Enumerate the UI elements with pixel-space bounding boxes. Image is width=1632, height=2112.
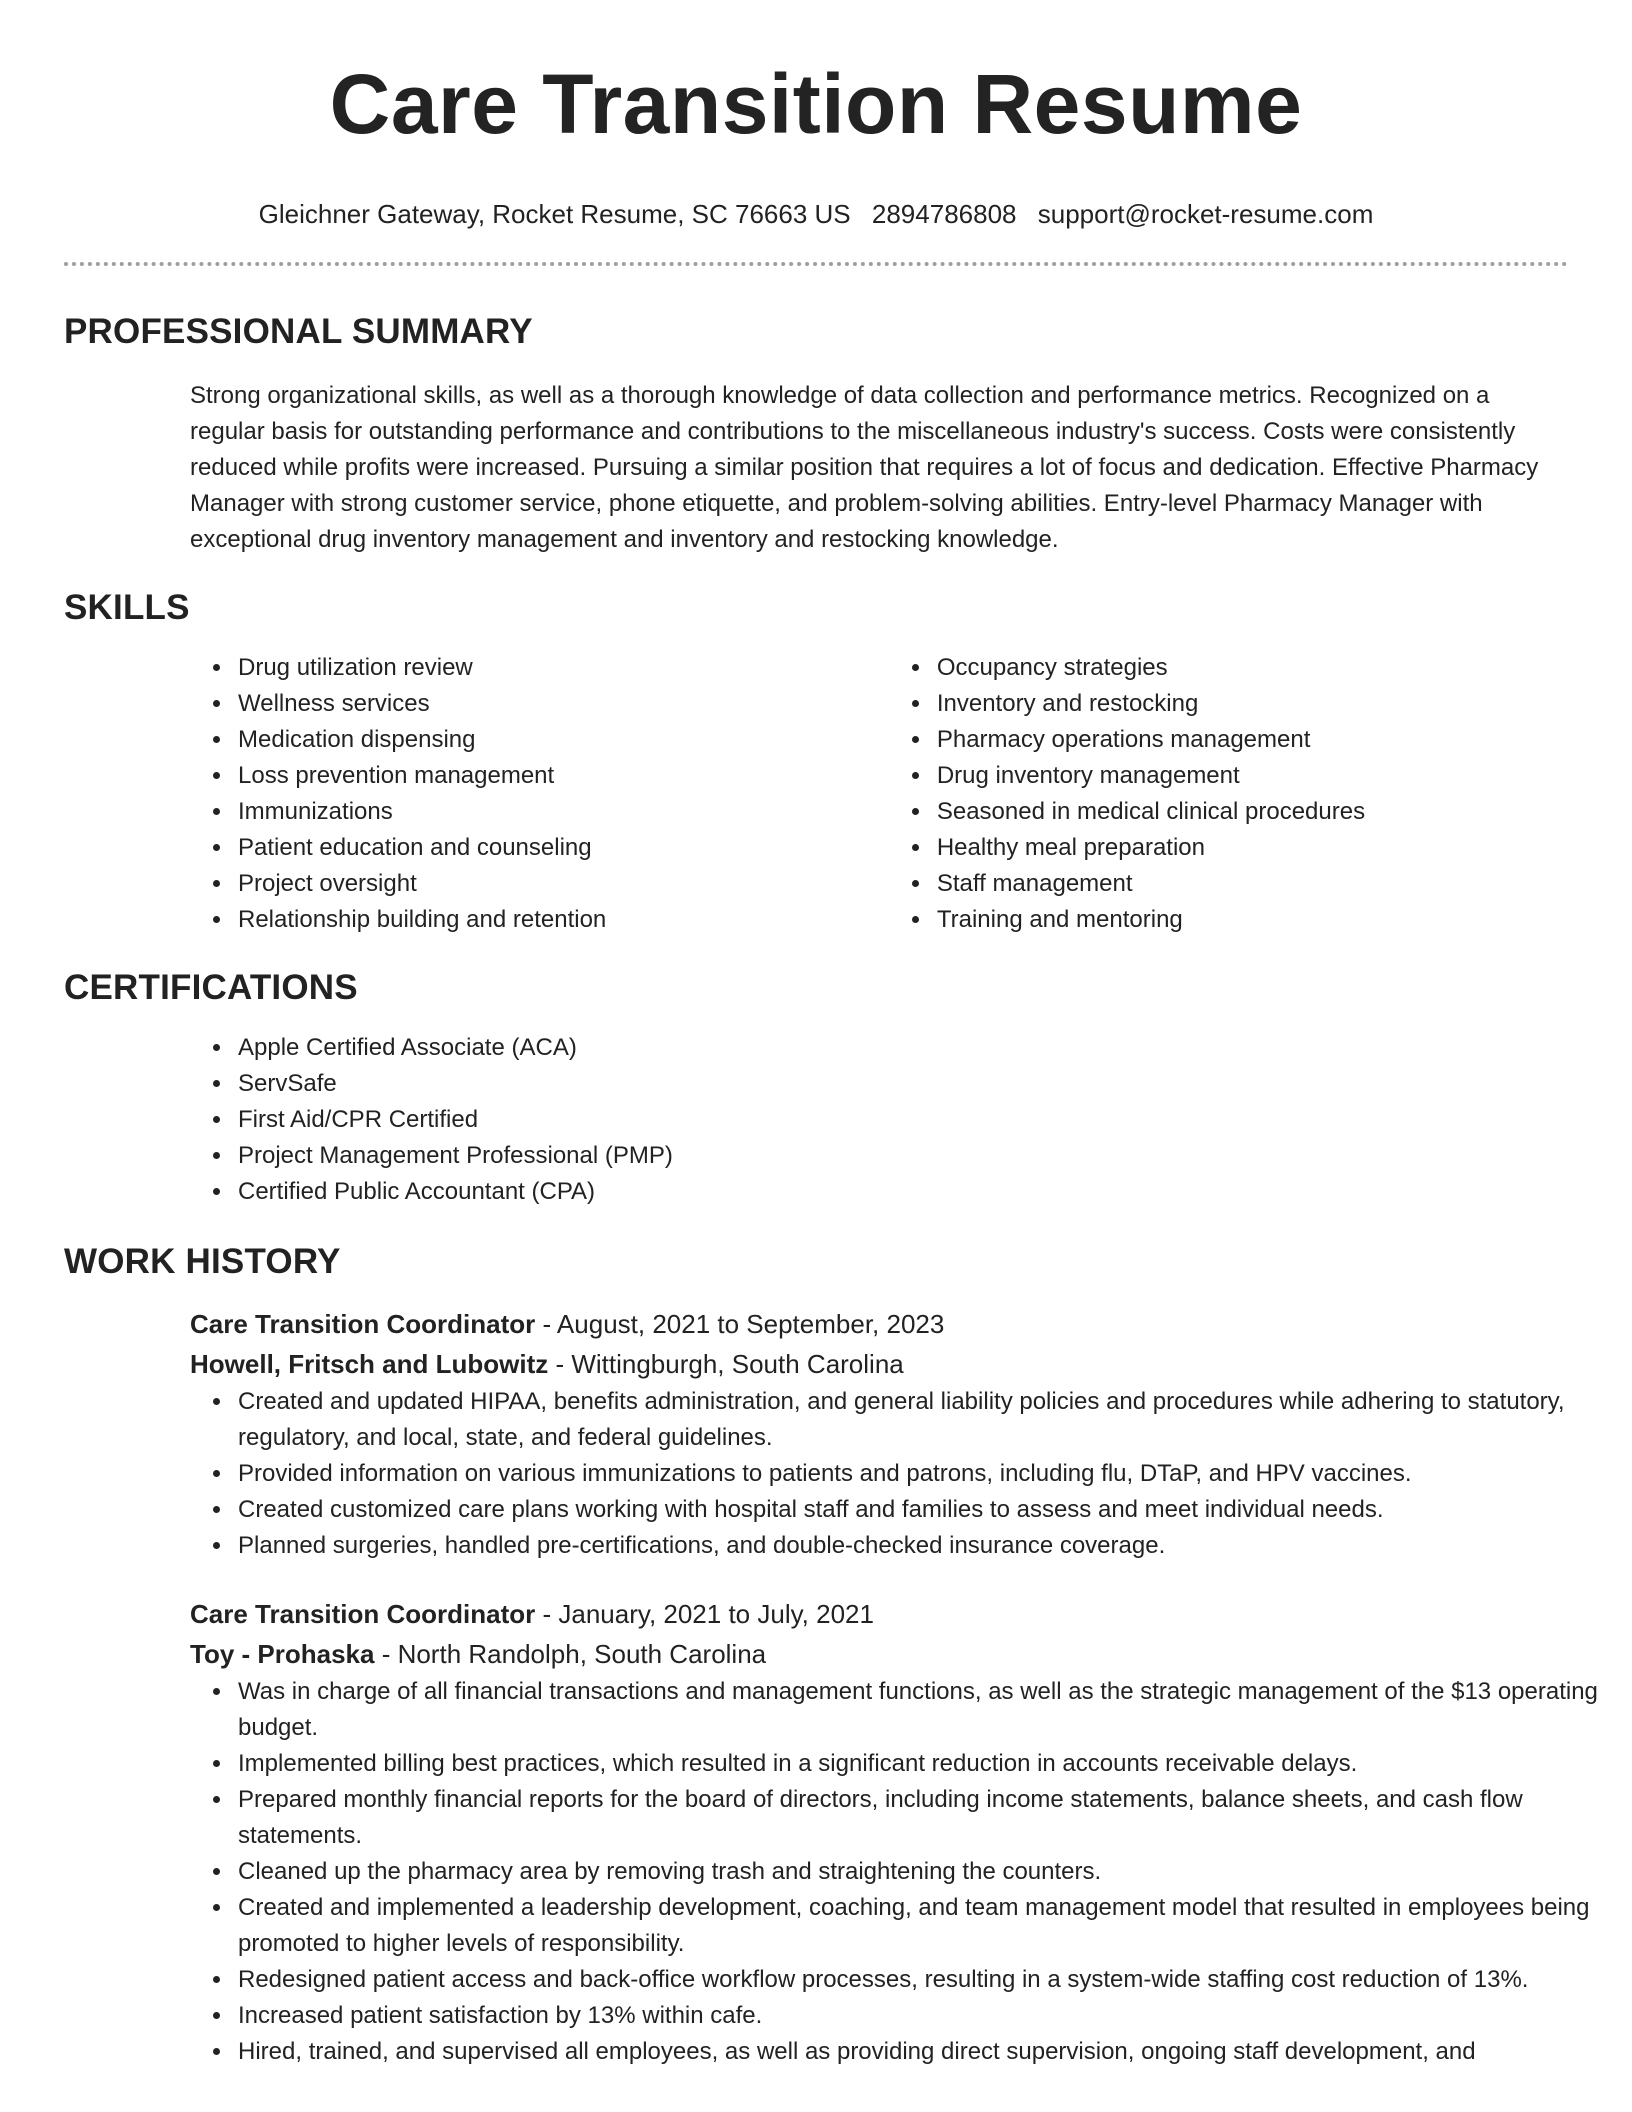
job-company-line — [190, 1344, 1568, 1384]
certifications-heading: CERTIFICATIONS — [64, 968, 358, 1007]
list-item: • Cleaned up the pharmacy area by removing trash and straightening the counters. — [234, 1854, 1624, 1890]
list-item: • Patient education and counseling — [234, 830, 909, 866]
skills-section — [0, 586, 1632, 938]
summary-section — [0, 310, 1632, 558]
skills-list-right — [909, 650, 1568, 938]
list-item: • Prepared monthly financial reports for the board of directors, including income statements, balance sheets, and cash flow statements. — [234, 1782, 1624, 1854]
list-item: • Increased patient satisfaction by 13% within cafe. — [234, 1998, 1624, 2034]
summary-text: Strong organizational skills, as well as a thorough knowledge of data collection and performance metrics. Recognized on a regular basis for outstanding performance and contributions to the miscellaneous industry's success. Costs were consistently reduced while profits were increased. Pursuing a similar position that requires a lot of focus and dedication. Effective Pharmacy Manager with strong customer service, phone etiquette, and problem-solving abilities. Entry-level Pharmacy Manager with exceptional drug inventory management and inventory and restocking knowledge. — [190, 382, 1539, 553]
list-item: • Staff management — [933, 866, 1568, 902]
list-item: • Immunizations — [234, 794, 909, 830]
work-history-section — [0, 1240, 1632, 2070]
list-item: • Was in charge of all financial transactions and management functions, as well as the strategic management of the $13 operating budget. — [234, 1674, 1624, 1746]
work-history-heading: WORK HISTORY — [64, 1242, 341, 1281]
job-title-line — [190, 1304, 1568, 1344]
job-company: Toy - Prohaska — [190, 1639, 375, 1669]
skills-list-left — [64, 650, 909, 938]
list-item: • Apple Certified Associate (ACA) — [234, 1030, 1568, 1066]
job-entry — [64, 1304, 1568, 1564]
certifications-list — [64, 1030, 1568, 1210]
list-item: • Hired, trained, and supervised all employees, as well as providing direct supervision, ongoing staff development, and — [234, 2034, 1624, 2070]
job-location: - North Randolph, South Carolina — [374, 1639, 767, 1669]
contact-address: Gleichner Gateway, Rocket Resume, SC 76663 US — [258, 199, 851, 229]
list-item: • Provided information on various immunizations to patients and patrons, including flu, DTaP, and HPV vaccines. — [234, 1456, 1624, 1492]
list-item: • Healthy meal preparation — [933, 830, 1568, 866]
list-item: • Drug inventory management — [933, 758, 1568, 794]
list-item: • First Aid/CPR Certified — [234, 1102, 1568, 1138]
list-item: • Redesigned patient access and back-office workflow processes, resulting in a system-wide staffing cost reduction of 13%. — [234, 1962, 1624, 1998]
list-item: • Pharmacy operations management — [933, 722, 1568, 758]
list-item: • Created customized care plans working with hospital staff and families to assess and meet individual needs. — [234, 1492, 1624, 1528]
summary-heading: PROFESSIONAL SUMMARY — [64, 312, 533, 351]
certifications-section — [0, 966, 1632, 1210]
list-item: • Certified Public Accountant (CPA) — [234, 1174, 1568, 1210]
list-item: • Planned surgeries, handled pre-certifications, and double-checked insurance coverage. — [234, 1528, 1624, 1564]
contact-email: support@rocket-resume.com — [1037, 199, 1374, 229]
job-title-line — [190, 1594, 1568, 1634]
list-item: • Drug utilization review — [234, 650, 909, 686]
contact-line — [0, 198, 1632, 230]
header-divider — [64, 262, 1568, 266]
list-item: • ServSafe — [234, 1066, 1568, 1102]
list-item: • Created and implemented a leadership development, coaching, and team management model that resulted in employees being promoted to higher levels of responsibility. — [234, 1890, 1624, 1962]
list-item: • Seasoned in medical clinical procedures — [933, 794, 1568, 830]
list-item: • Project oversight — [234, 866, 909, 902]
list-item: • Created and updated HIPAA, benefits administration, and general liability policies and procedures while adhering to statutory, regulatory, and local, state, and federal guidelines. — [234, 1384, 1624, 1456]
resume-title: Care Transition Resume — [329, 57, 1303, 151]
list-item: • Occupancy strategies — [933, 650, 1568, 686]
job-entry — [64, 1594, 1598, 2070]
list-item: • Training and mentoring — [933, 902, 1568, 938]
job-dates: - January, 2021 to July, 2021 — [535, 1599, 874, 1629]
list-item: • Inventory and restocking — [933, 686, 1568, 722]
list-item: • Wellness services — [234, 686, 909, 722]
job-bullets — [64, 1384, 1624, 1564]
list-item: • Relationship building and retention — [234, 902, 909, 938]
job-role: Care Transition Coordinator — [190, 1309, 536, 1339]
job-bullets — [64, 1674, 1624, 2070]
list-item: • Implemented billing best practices, which resulted in a significant reduction in accounts receivable delays. — [234, 1746, 1624, 1782]
list-item: • Project Management Professional (PMP) — [234, 1138, 1568, 1174]
skills-heading: SKILLS — [64, 588, 190, 627]
contact-phone: 2894786808 — [871, 199, 1017, 229]
job-location: - Wittingburgh, South Carolina — [548, 1349, 904, 1379]
job-company: Howell, Fritsch and Lubowitz — [190, 1349, 549, 1379]
job-dates: - August, 2021 to September, 2023 — [535, 1309, 945, 1339]
skills-columns — [64, 650, 1568, 938]
job-role: Care Transition Coordinator — [190, 1599, 536, 1629]
list-item: • Medication dispensing — [234, 722, 909, 758]
job-company-line — [190, 1634, 1568, 1674]
list-item: • Loss prevention management — [234, 758, 909, 794]
